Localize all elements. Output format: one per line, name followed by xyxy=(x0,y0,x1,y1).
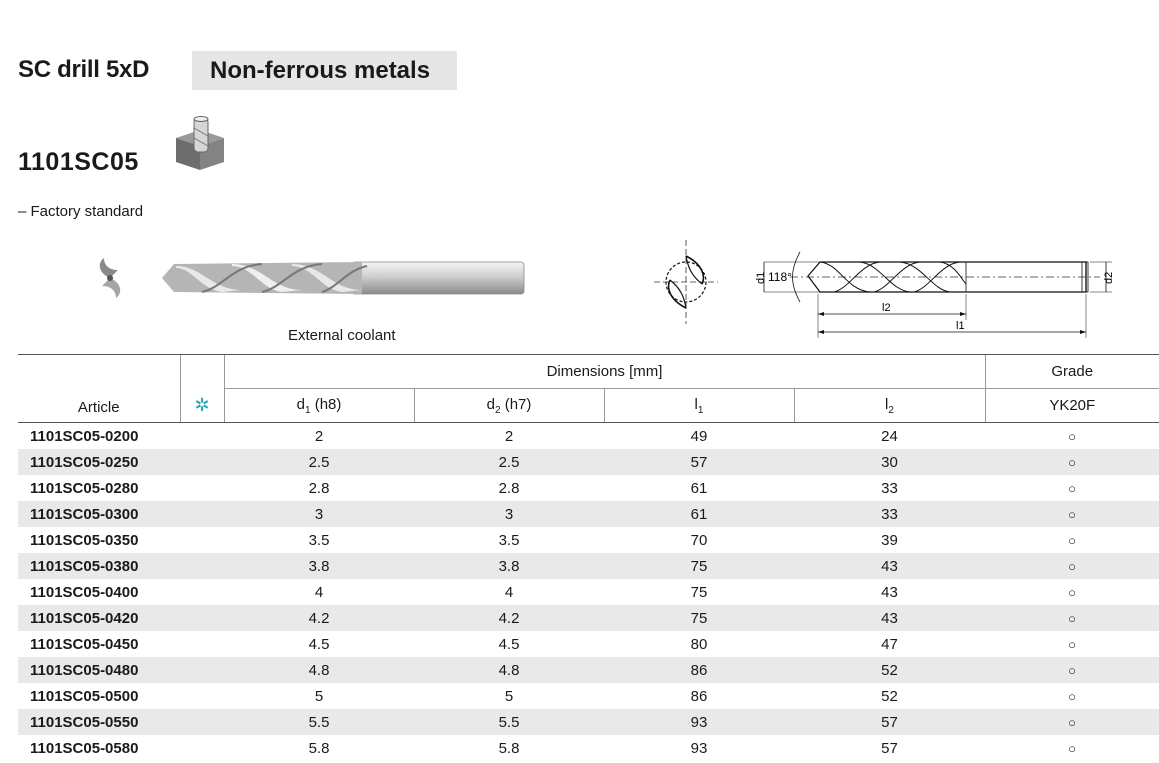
coolant-cell xyxy=(180,579,224,605)
coolant-cell xyxy=(180,709,224,735)
l1-cell: 75 xyxy=(690,583,708,601)
grade-header: Grade xyxy=(985,355,1159,389)
l2-cell: 43 xyxy=(794,553,985,579)
d2-cell: 2.8 xyxy=(498,479,520,497)
grade-cell: ○ xyxy=(1068,584,1076,600)
l2-cell: 24 xyxy=(881,427,898,445)
article-cell: 1101SC05-0280 xyxy=(30,479,139,497)
d1-cell: 4 xyxy=(314,583,324,601)
article-cell: 1101SC05-0200 xyxy=(30,427,139,445)
workpiece-block-icon xyxy=(172,116,228,172)
coolant-label: External coolant xyxy=(288,327,396,344)
d1-cell: 2.8 xyxy=(308,479,330,497)
article-cell: 1101SC05-0380 xyxy=(18,553,180,579)
dimensions-header: Dimensions [mm] xyxy=(224,355,985,389)
table-row xyxy=(18,657,1159,683)
table-row xyxy=(18,423,1159,450)
table-row xyxy=(18,683,1159,709)
d1-header: $d_1$ (h8) xyxy=(224,389,414,423)
l1-cell: 86 xyxy=(604,657,794,683)
l1-cell: 86 xyxy=(690,687,708,705)
table-row xyxy=(18,475,1159,501)
l1-cell: 61 xyxy=(604,501,794,527)
grade-cell: ○ xyxy=(1068,532,1076,548)
l2-cell: 39 xyxy=(881,531,898,549)
d2-cell: 3.8 xyxy=(414,553,604,579)
l1-cell: 70 xyxy=(690,531,708,549)
drill-illustration-icon xyxy=(162,256,528,300)
l1-cell: 80 xyxy=(690,635,708,653)
article-cell: 1101SC05-0480 xyxy=(18,657,180,683)
article-cell: 1101SC05-0550 xyxy=(18,709,180,735)
table-row xyxy=(18,553,1159,579)
drill-dimension-drawing xyxy=(750,240,1120,340)
coolant-cell xyxy=(180,605,224,631)
grade-cell: ○ xyxy=(1068,740,1076,756)
grade-cell: ○ xyxy=(985,709,1159,735)
grade-cell: ○ xyxy=(1068,428,1076,444)
l1-cell: 49 xyxy=(690,427,708,445)
article-cell: 1101SC05-0420 xyxy=(18,605,180,631)
d1-cell: 5.8 xyxy=(308,739,330,757)
d1-cell: 4.5 xyxy=(308,635,330,653)
l2-cell: 57 xyxy=(881,739,898,757)
l1-cell: 57 xyxy=(604,449,794,475)
l2-header: $l_2$ xyxy=(794,389,985,423)
l1-cell: 93 xyxy=(604,709,794,735)
d1-label: d1 xyxy=(755,271,767,284)
dimensions-table xyxy=(18,354,1159,761)
grade-cell: ○ xyxy=(1068,688,1076,704)
l2-cell: 43 xyxy=(794,605,985,631)
grade-cell: ○ xyxy=(1068,480,1076,496)
d1-cell: 4.8 xyxy=(224,657,414,683)
table-row xyxy=(18,709,1159,735)
d2-cell: 4 xyxy=(504,583,514,601)
drill-cross-section-icon xyxy=(88,256,132,300)
l2-cell: 52 xyxy=(794,657,985,683)
table-row xyxy=(18,735,1159,761)
d1-cell: 3.5 xyxy=(308,531,330,549)
table-row xyxy=(18,579,1159,605)
d2-cell: 2 xyxy=(504,427,514,445)
table-row xyxy=(18,501,1159,527)
l2-cell: 43 xyxy=(881,583,898,601)
article-header: Article xyxy=(18,355,180,423)
d2-cell: 3 xyxy=(414,501,604,527)
coolant-cell xyxy=(180,631,224,657)
l2-cell: 57 xyxy=(794,709,985,735)
d2-cell: 4.2 xyxy=(414,605,604,631)
d1-cell: 2.5 xyxy=(224,449,414,475)
article-code: 1101SC05 xyxy=(18,148,139,176)
grade-cell: ○ xyxy=(985,657,1159,683)
l1-label: l1 xyxy=(956,320,965,332)
l1-cell: 75 xyxy=(604,605,794,631)
material-category-badge: Non-ferrous metals xyxy=(192,51,457,90)
grade-cell: ○ xyxy=(985,501,1159,527)
l1-cell: 75 xyxy=(604,553,794,579)
d1-cell: 3.8 xyxy=(224,553,414,579)
angle-label: 118° xyxy=(768,270,792,284)
d1-cell: 5.5 xyxy=(224,709,414,735)
grade-cell: ○ xyxy=(985,605,1159,631)
d2-header: $d_2$ (h7) xyxy=(414,389,604,423)
article-cell: 1101SC05-0300 xyxy=(18,501,180,527)
article-cell: 1101SC05-0450 xyxy=(30,635,139,653)
d1-cell: 2 xyxy=(314,427,324,445)
coolant-cell xyxy=(180,527,224,553)
grade-cell: ○ xyxy=(985,449,1159,475)
l2-cell: 30 xyxy=(794,449,985,475)
page-title: SC drill 5xD xyxy=(18,56,150,83)
factory-standard-note: – Factory standard xyxy=(18,203,144,220)
table-row xyxy=(18,605,1159,631)
coolant-cell xyxy=(180,475,224,501)
d1-cell: 3 xyxy=(224,501,414,527)
coolant-cell xyxy=(180,423,224,450)
article-cell: 1101SC05-0250 xyxy=(18,449,180,475)
d2-cell: 4.8 xyxy=(414,657,604,683)
coolant-cell xyxy=(180,683,224,709)
l1-cell: 93 xyxy=(690,739,708,757)
coolant-cell xyxy=(180,553,224,579)
coolant-cell xyxy=(180,657,224,683)
d2-cell: 3.5 xyxy=(498,531,520,549)
coolant-cell xyxy=(180,735,224,761)
d2-cell: 5 xyxy=(504,687,514,705)
d2-cell: 5.8 xyxy=(498,739,520,757)
drill-tip-cross-section-drawing xyxy=(652,240,720,324)
l2-cell: 52 xyxy=(881,687,898,705)
d2-label: d2 xyxy=(1103,271,1115,284)
l2-label: l2 xyxy=(882,302,891,314)
article-cell: 1101SC05-0400 xyxy=(30,583,139,601)
l2-cell: 33 xyxy=(881,479,898,497)
article-cell: 1101SC05-0580 xyxy=(30,739,139,757)
table-row xyxy=(18,631,1159,657)
l1-cell: 61 xyxy=(690,479,708,497)
article-cell: 1101SC05-0350 xyxy=(30,531,139,549)
snowflake-icon: ✲ xyxy=(180,355,224,423)
d1-cell: 4.2 xyxy=(224,605,414,631)
d2-cell: 4.5 xyxy=(498,635,520,653)
grade-cell: ○ xyxy=(985,553,1159,579)
table-row xyxy=(18,449,1159,475)
l2-cell: 33 xyxy=(794,501,985,527)
l1-header: $l_1$ xyxy=(604,389,794,423)
table-row xyxy=(18,527,1159,553)
coolant-cell xyxy=(180,501,224,527)
d2-cell: 2.5 xyxy=(414,449,604,475)
grade-cell: ○ xyxy=(1068,636,1076,652)
grade-name-header: YK20F xyxy=(985,389,1159,423)
d2-cell: 5.5 xyxy=(414,709,604,735)
coolant-cell xyxy=(180,449,224,475)
article-cell: 1101SC05-0500 xyxy=(30,687,139,705)
l2-cell: 47 xyxy=(881,635,898,653)
d1-cell: 5 xyxy=(314,687,324,705)
